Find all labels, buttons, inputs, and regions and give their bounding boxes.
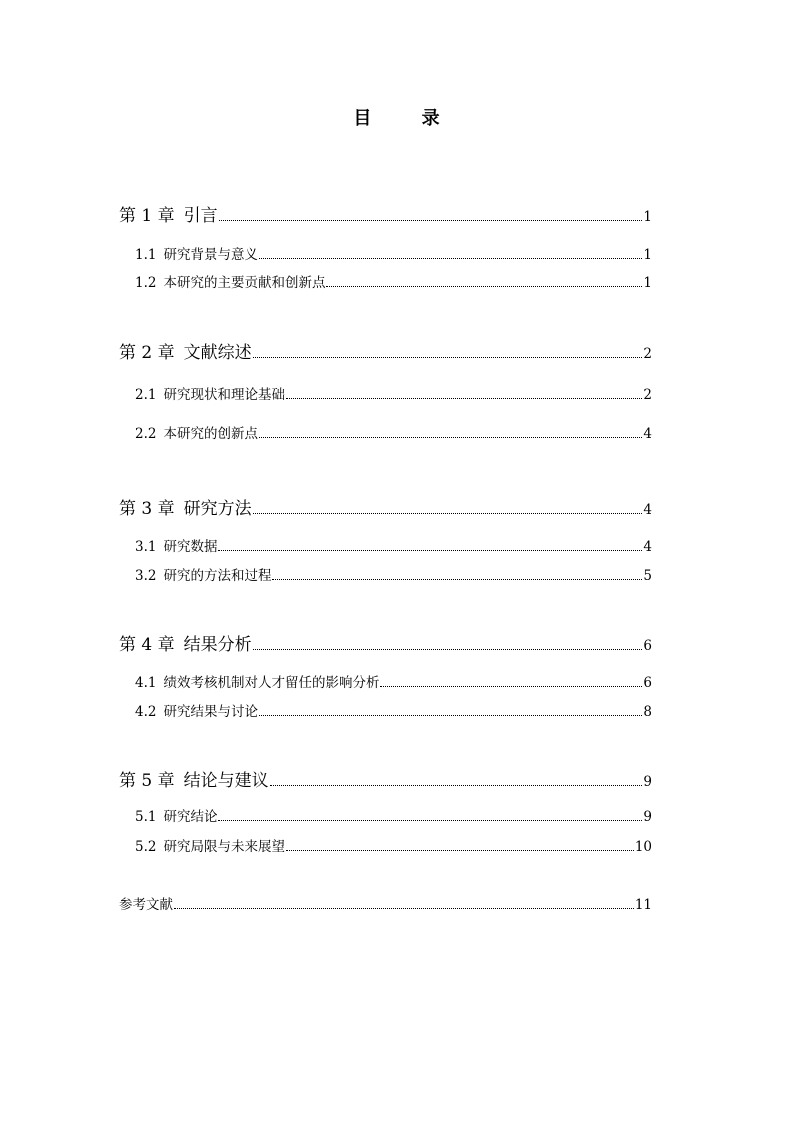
- chapter-title: 引言: [183, 206, 218, 226]
- section-number: 3.1: [135, 539, 157, 555]
- toc-title: 目 录: [353, 108, 462, 129]
- toc-section-5-2[interactable]: [135, 835, 652, 855]
- section-number: 4.2: [135, 704, 157, 720]
- section-number: 1.2: [135, 275, 157, 291]
- references-title: 参考文献: [119, 897, 173, 913]
- toc-section-1-1[interactable]: [135, 243, 652, 263]
- chapter-number: 第 1 章: [119, 206, 175, 226]
- page-number: 1: [643, 209, 652, 225]
- section-number: 1.1: [135, 247, 157, 263]
- toc-chapter-4[interactable]: [119, 630, 652, 655]
- section-number: 2.2: [135, 426, 157, 442]
- dot-leader: [253, 356, 643, 358]
- dot-leader: [272, 578, 642, 580]
- section-title: 研究结论: [163, 809, 218, 825]
- section-number: 2.1: [135, 387, 157, 403]
- page-number: 6: [643, 675, 652, 691]
- page-number: 4: [643, 426, 652, 442]
- dot-leader: [253, 648, 643, 650]
- dot-leader: [219, 219, 643, 221]
- page-number: 5: [643, 568, 652, 584]
- page-number: 11: [634, 897, 652, 913]
- chapter-title: 结果分析: [183, 635, 252, 655]
- chapter-title: 研究方法: [183, 499, 252, 519]
- page-number: 9: [643, 809, 652, 825]
- chapter-title: 结论与建议: [183, 771, 269, 791]
- dot-leader: [286, 397, 642, 399]
- dot-leader: [259, 257, 642, 259]
- toc-chapter-5[interactable]: [119, 766, 652, 791]
- toc-section-1-2[interactable]: [135, 271, 652, 291]
- chapter-number: 第 3 章: [119, 499, 175, 519]
- toc-chapter-1[interactable]: [119, 201, 652, 226]
- section-title: 本研究的创新点: [163, 426, 258, 442]
- section-title: 本研究的主要贡献和创新点: [163, 275, 326, 291]
- section-title: 研究局限与未来展望: [163, 839, 285, 855]
- dot-leader: [218, 549, 642, 551]
- page-number: 1: [643, 275, 652, 291]
- section-number: 4.1: [135, 675, 157, 691]
- dot-leader: [218, 819, 642, 821]
- dot-leader: [270, 784, 643, 786]
- dot-leader: [259, 714, 642, 716]
- section-title: 研究背景与意义: [163, 247, 258, 263]
- section-number: 5.2: [135, 839, 157, 855]
- page-number: 6: [643, 638, 652, 654]
- chapter-number: 第 4 章: [119, 635, 175, 655]
- dot-leader: [286, 849, 634, 851]
- dot-leader: [259, 436, 642, 438]
- section-number: 3.2: [135, 568, 157, 584]
- section-title: 绩效考核机制对人才留任的影响分析: [163, 675, 380, 691]
- toc-section-2-1[interactable]: [135, 383, 652, 403]
- section-title: 研究数据: [163, 539, 218, 555]
- chapter-number: 第 5 章: [119, 771, 175, 791]
- toc-section-3-2[interactable]: [135, 564, 652, 584]
- dot-leader: [326, 285, 642, 287]
- page-number: 4: [643, 539, 652, 555]
- toc-chapter-2[interactable]: [119, 338, 652, 363]
- toc-section-2-2[interactable]: [135, 422, 652, 442]
- page-number: 4: [643, 502, 652, 518]
- toc-references[interactable]: [119, 893, 652, 913]
- dot-leader: [174, 907, 634, 909]
- dot-leader: [253, 512, 643, 514]
- page-number: 2: [643, 346, 652, 362]
- page-number: 9: [643, 774, 652, 790]
- toc-section-4-2[interactable]: [135, 700, 652, 720]
- page-number: 2: [643, 387, 652, 403]
- toc-section-3-1[interactable]: [135, 535, 652, 555]
- chapter-title: 文献综述: [183, 343, 252, 363]
- section-title: 研究现状和理论基础: [163, 387, 285, 403]
- section-title: 研究结果与讨论: [163, 704, 258, 720]
- section-title: 研究的方法和过程: [163, 568, 272, 584]
- toc-chapter-3[interactable]: [119, 494, 652, 519]
- dot-leader: [380, 685, 642, 687]
- toc-section-5-1[interactable]: [135, 805, 652, 825]
- chapter-number: 第 2 章: [119, 343, 175, 363]
- page-number: 8: [643, 704, 652, 720]
- section-number: 5.1: [135, 809, 157, 825]
- page-number: 10: [634, 839, 652, 855]
- page-number: 1: [643, 247, 652, 263]
- toc-section-4-1[interactable]: [135, 671, 652, 691]
